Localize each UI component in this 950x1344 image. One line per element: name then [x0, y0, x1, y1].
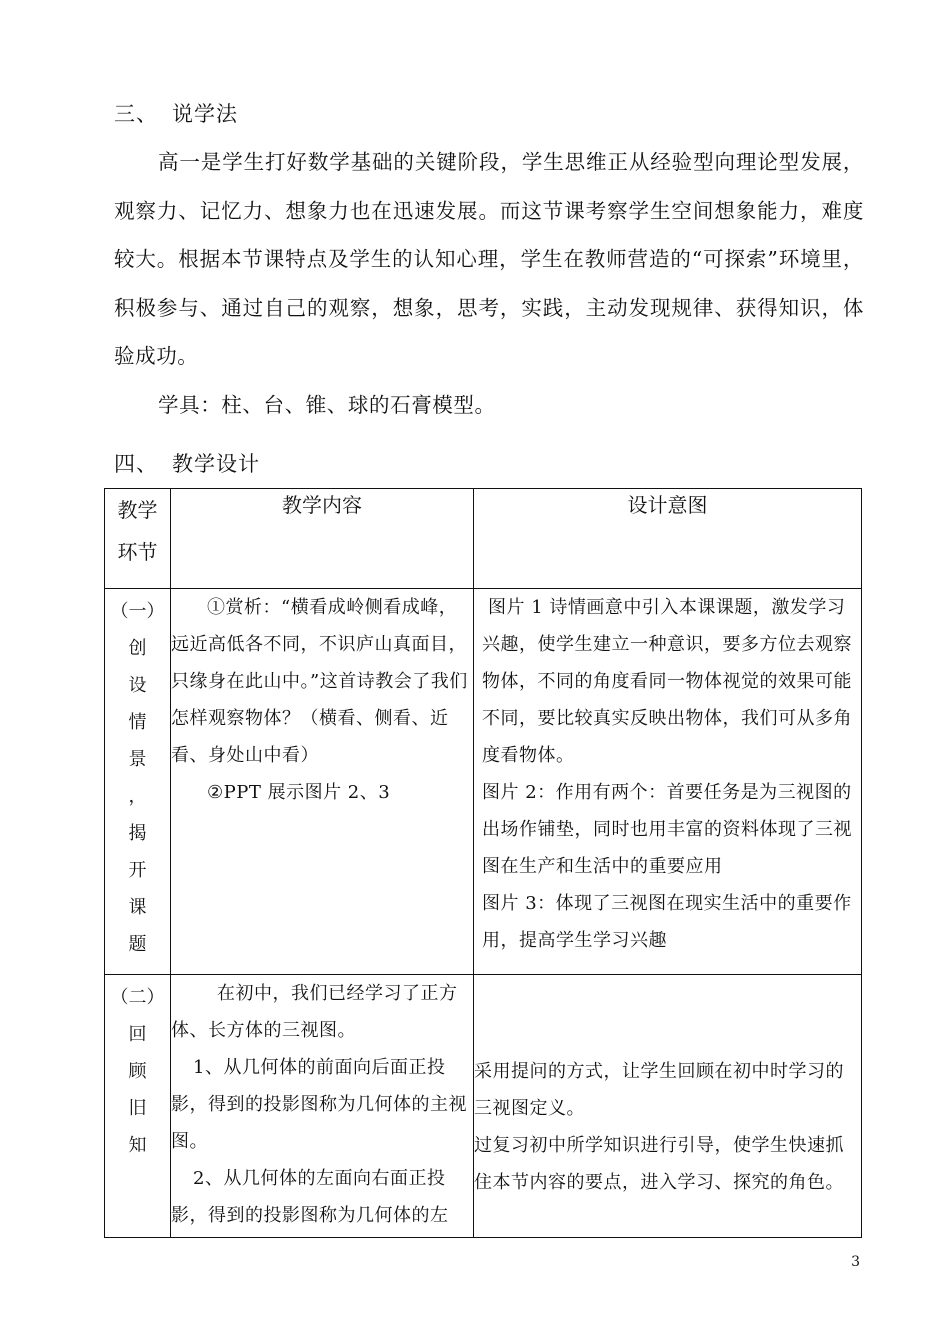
stage-char: 景 [128, 749, 147, 770]
section-heading-3 [114, 98, 238, 128]
stage-char: 题 [128, 934, 147, 955]
content-paragraph: 2、从几何体的左面向右面正投影，得到的投影图称为几何体的左 [171, 1168, 449, 1226]
stage-char: 旧 [128, 1098, 147, 1119]
section-title: 教学设计 [172, 452, 260, 476]
table-row [105, 589, 862, 975]
content-cell [171, 975, 474, 1238]
stage-cell [105, 589, 171, 975]
stage-char: 设 [128, 675, 147, 696]
stage-char: 开 [128, 860, 147, 881]
table-header-row [105, 489, 862, 589]
page-number: 3 [851, 1254, 860, 1270]
intent-paragraph: 过复习初中所学知识进行引导，使学生快速抓住本节内容的要点，进入学习、探究的角色。 [474, 1135, 844, 1193]
stage-char: 回 [128, 1024, 147, 1045]
stage-char: 揭 [128, 823, 147, 844]
stage-char: （二） [110, 987, 165, 1008]
stage-char: （一） [110, 601, 165, 622]
header-stage-line1: 教学 [117, 498, 158, 522]
teaching-design-table [104, 488, 862, 1238]
intent-paragraph: 图片 2：作用有两个：首要任务是为三视图的出场作铺垫，同时也用丰富的资料体现了三视图在生产和生活中的重要应用 [482, 782, 852, 877]
tools-paragraph: 学具：柱、台、锥、球的石膏模型。 [158, 393, 496, 417]
content-cell [171, 589, 474, 975]
section-heading-4 [114, 448, 260, 478]
stage-char: ， [128, 786, 147, 807]
section-number: 三、 [114, 102, 158, 126]
section-title: 说学法 [172, 102, 238, 126]
intent-cell [474, 975, 862, 1238]
header-stage-line2: 环节 [117, 540, 158, 564]
stage-char: 顾 [128, 1061, 147, 1082]
intent-paragraph: 图片 3：体现了三视图在现实生活中的重要作用，提高学生学习兴趣 [482, 893, 852, 951]
content-paragraph: 在初中，我们已经学习了正方体、长方体的三视图。 [171, 983, 458, 1041]
intent-paragraph: 图片 1 诗情画意中引入本课课题，激发学习兴趣，使学生建立一种意识，要多方位去观察物体，不同的角度看同一物体视觉的效果可能不同，要比较真实反映出物体，我们可从多角度看物体。 [482, 597, 852, 766]
content-paragraph: ①赏析：“横看成岭侧看成峰，远近高低各不同，不识庐山真面目，只缘身在此山中。”这首诗教会了我们怎样观察物体？（横看、侧看、近看、身处山中看） [171, 597, 468, 766]
content-paragraph: ②PPT 展示图片 2、3 [207, 782, 391, 803]
stage-char: 情 [128, 712, 147, 733]
intent-cell [474, 589, 862, 975]
section-number: 四、 [114, 452, 158, 476]
body-paragraph: 高一是学生打好数学基础的关键阶段，学生思维正从经验型向理论型发展，观察力、记忆力、想象力也在迅速发展。而这节课考察学生空间想象能力，难度较大。根据本节课特点及学生的认知心理，学生在教师营造的“可探索”环境里，积极参与、通过自己的观察，想象，思考，实践，主动发现规律、获得知识，体验成功。 [114, 150, 864, 368]
stage-char: 创 [128, 638, 147, 659]
content-paragraph: 1、从几何体的前面向后面正投影，得到的投影图称为几何体的主视图。 [171, 1057, 467, 1152]
header-content: 教学内容 [171, 489, 474, 589]
header-intent: 设计意图 [474, 489, 862, 589]
intent-paragraph: 采用提问的方式，让学生回顾在初中时学习的三视图定义。 [474, 1061, 844, 1119]
stage-char: 课 [128, 897, 147, 918]
stage-cell [105, 975, 171, 1238]
stage-char: 知 [128, 1135, 147, 1156]
table-row [105, 975, 862, 1238]
header-stage [105, 489, 171, 589]
